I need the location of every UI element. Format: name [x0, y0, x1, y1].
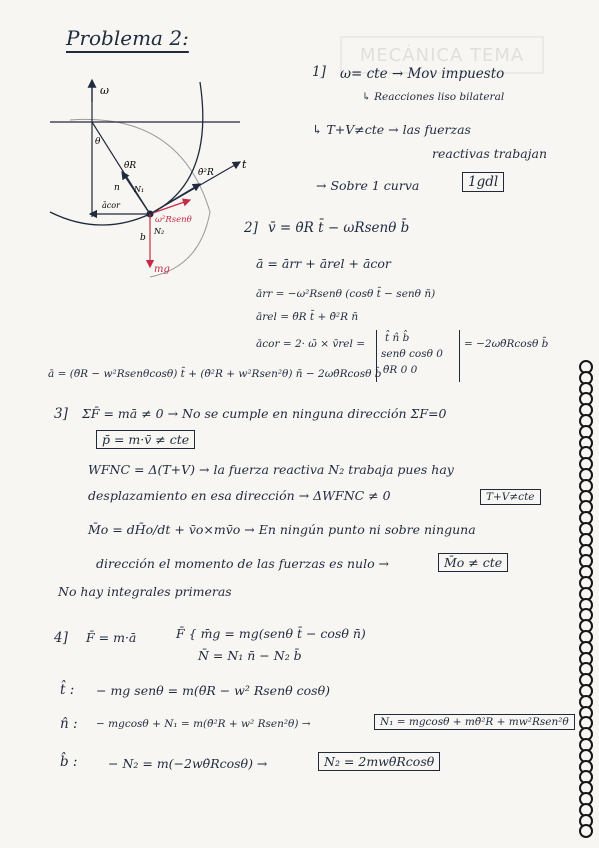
- arr-eq: ārr = −ω²Rsenθ (cosθ t̄ − senθ n̄): [256, 288, 436, 300]
- n-equation: − mgcosθ + N₁ = m(θ̇²R + w² Rsen²θ) →: [96, 718, 311, 730]
- orr-arrow: [150, 184, 200, 214]
- b-axis-label: b̂ :: [60, 754, 78, 770]
- binding-ring: [579, 824, 593, 838]
- part1-line3: ↳ T+V≠cte → las fuerzas: [312, 122, 471, 137]
- acor-left: ācor = 2· ω̄ × v̄rel =: [256, 338, 366, 350]
- det-row3: θ̇R 0 0: [383, 364, 418, 376]
- part3-line2: WFNC = Δ(T+V) → la fuerza reactiva N₂ trabaja pues hay: [88, 462, 454, 477]
- forces-line2: N̄ = N₁ n̄ − N₂ b̄: [198, 648, 302, 663]
- b-label: b: [140, 233, 146, 243]
- t-label: t: [242, 158, 247, 171]
- or-label: θ̇R: [124, 161, 137, 171]
- newton-eq: F̄ = m·ā: [86, 630, 137, 645]
- part1-line5: → Sobre 1 curva: [316, 178, 420, 193]
- part1-line2: ↳ Reacciones liso bilateral: [362, 91, 505, 103]
- cross-determinant: [376, 330, 460, 382]
- part1-num: 1]: [312, 64, 326, 80]
- omega-label: ω: [100, 84, 109, 97]
- t-axis-label: t̂ :: [60, 682, 75, 698]
- n1-result-box: N₁ = mgcosθ + mθ̇²R + mw²Rsen²θ: [374, 714, 575, 730]
- det-row1: t̂ n̂ b̂: [385, 332, 410, 344]
- part1-line4: reactivas trabajan: [432, 146, 548, 161]
- part1-line1: ω= cte → Mov impuesto: [340, 66, 505, 82]
- theta-label: θ: [95, 137, 101, 147]
- red-label: ω²Rsenθ: [155, 215, 192, 225]
- n1-label: N₁: [134, 185, 145, 194]
- ghost-header: MECÁNICA TEMA: [340, 36, 544, 74]
- det-row2: senθ cosθ 0: [381, 348, 443, 360]
- accel-sum-eq: ā = ārr + ārel + ācor: [256, 256, 391, 271]
- arel-eq: ārel = θ̈R t̄ + θ̇²R n̄: [256, 311, 359, 323]
- part3-line5: dirección el momento de las fuerzas es nulo →: [96, 556, 390, 571]
- velocity-eq: v̄ = θ̇R t̄ − ωRsenθ b̄: [268, 220, 410, 236]
- n-axis-label: n̂ :: [60, 716, 78, 732]
- b-equation: − N₂ = m(−2wθ̇Rcosθ) →: [108, 756, 268, 771]
- part3-line1: ΣF̄ = mā ≠ 0 → No se cumple en ninguna dirección ΣF=0: [82, 406, 447, 421]
- part3-line6: No hay integrales primeras: [58, 584, 232, 599]
- n2-label: N₂: [154, 227, 165, 236]
- part4-num: 4]: [54, 630, 68, 646]
- gdl-box: 1gdl: [462, 172, 504, 192]
- energy-box: T+V≠cte: [480, 489, 541, 505]
- momentum-box: p̄ = m·v̄ ≠ cte: [96, 430, 195, 449]
- n2-result-box: N₂ = 2mwθ̇Rcosθ: [318, 752, 440, 771]
- acor-label: ācor: [102, 201, 120, 210]
- part3-line3: desplazamiento en esa dirección → ΔWFNC ≠ 0: [88, 488, 391, 503]
- acor-right: = −2ωθ̇Rcosθ b̄: [464, 338, 549, 350]
- mechanism-diagram: [40, 72, 275, 282]
- t-equation: − mg senθ = m(θ̈R − w² Rsenθ cosθ): [96, 683, 330, 698]
- part3-line4: M̄o = dH̄o/dt + v̄o×mv̄o → En ningún punto ni sobre ninguna: [88, 522, 476, 537]
- page-title: Problema 2:: [66, 26, 189, 50]
- forces-line1: F̄ { m̄g = mg(senθ t̄ − cosθ n̄): [176, 626, 366, 641]
- orr-label: θ̇²R: [198, 168, 214, 178]
- n-label: n: [114, 183, 120, 193]
- moment-box: M̄o ≠ cte: [438, 553, 508, 572]
- mg-label: mg: [154, 264, 170, 275]
- part3-num: 3]: [54, 406, 68, 422]
- accel-total: ā = (θ̈R − w²Rsenθcosθ) t̄ + (θ̇²R + w²Rsen²θ) n̄ − 2ωθ̇Rcosθ b̄: [48, 368, 382, 380]
- part2-num: 2]: [244, 220, 258, 236]
